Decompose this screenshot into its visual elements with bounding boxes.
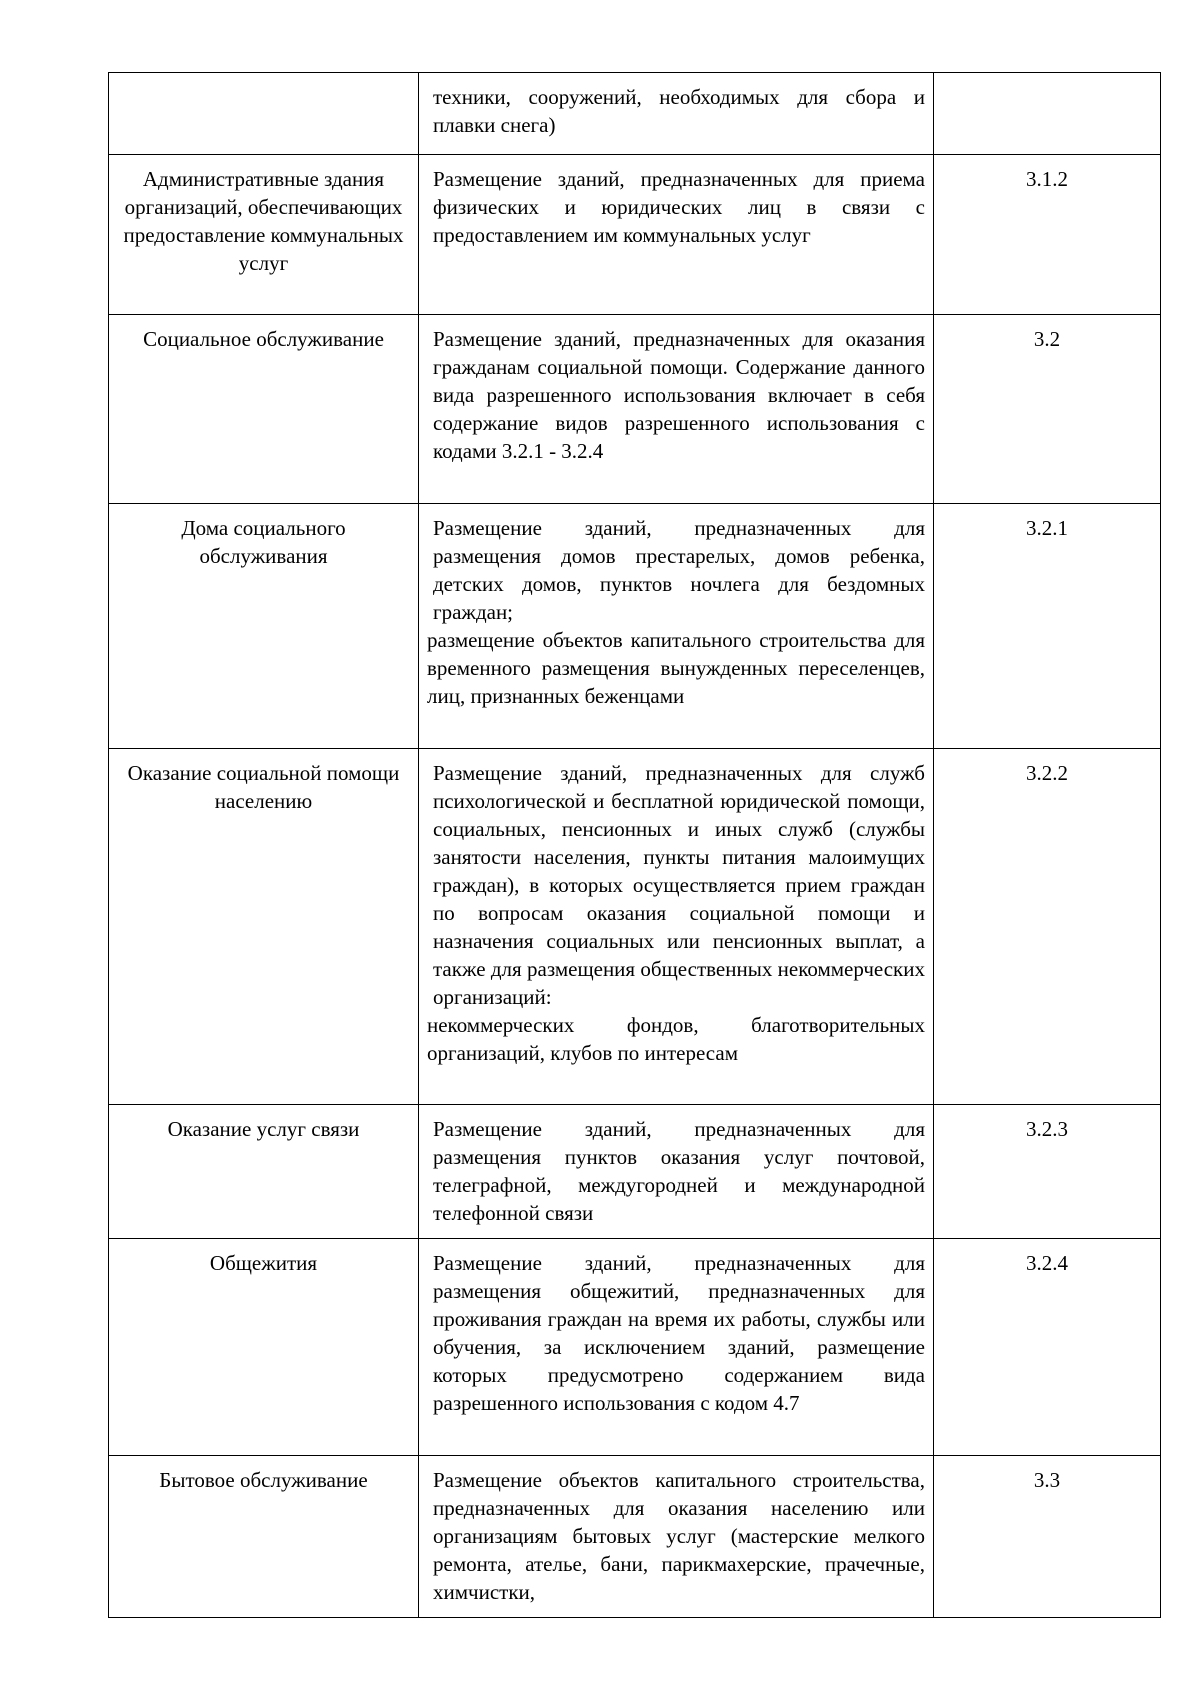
use-type-code: 3.3 [934, 1456, 1161, 1618]
use-type-name: Оказание услуг связи [109, 1105, 419, 1239]
description-paragraph: Размещение зданий, предназначенных для размещения домов престарелых, домов ребенка, детских домов, пунктов ночлега для бездомных граждан; [433, 516, 925, 624]
description-paragraph: размещение объектов капитального строительства для временного размещения вынужденных переселенцев, лиц, признанных беженцами [427, 628, 925, 708]
description-paragraph: Размещение зданий, предназначенных для размещения общежитий, предназначенных для проживания граждан на время их работы, службы или обучения, за исключением зданий, размещение которых предусмотрено содержанием вида разрешенного использования с кодом 4.7 [433, 1251, 925, 1415]
use-type-code: 3.2.1 [934, 504, 1161, 749]
use-type-description [419, 1239, 934, 1456]
use-type-description [419, 155, 934, 315]
use-type-code [934, 73, 1161, 155]
use-type-name: Бытовое обслуживание [109, 1456, 419, 1618]
description-paragraph: Размещение объектов капитального строительства, предназначенных для оказания населению или организациям бытовых услуг (мастерские мелкого ремонта, ателье, бани, парикмахерские, прачечные, химчистки, [433, 1468, 925, 1604]
description-paragraph: Размещение зданий, предназначенных для служб психологической и бесплатной юридической помощи, социальных, пенсионных и иных служб (службы занятости населения, пункты питания малоимущих граждан), в которых осуществляется прием граждан по вопросам оказания социальной помощи и назначения социальных или пенсионных выплат, а также для размещения общественных некоммерческих организаций: [433, 761, 925, 1009]
use-type-name: Общежития [109, 1239, 419, 1456]
use-type-description [419, 315, 934, 504]
land-use-table [108, 72, 1161, 1618]
use-type-code: 3.2.3 [934, 1105, 1161, 1239]
description-paragraph: некоммерческих фондов, благотворительных организаций, клубов по интересам [427, 1013, 925, 1065]
description-paragraph: Размещение зданий, предназначенных для оказания гражданам социальной помощи. Содержание данного вида разрешенного использования включает в себя содержание видов разрешенного использования с кодами 3.2.1 - 3.2.4 [433, 327, 925, 463]
table-row [109, 1456, 1161, 1618]
use-type-code: 3.2.2 [934, 749, 1161, 1105]
use-type-name: Дома социального обслуживания [109, 504, 419, 749]
table-row [109, 1105, 1161, 1239]
use-type-name: Административные здания организаций, обеспечивающих предоставление коммунальных услуг [109, 155, 419, 315]
use-type-code: 3.1.2 [934, 155, 1161, 315]
description-paragraph: Размещение зданий, предназначенных для размещения пунктов оказания услуг почтовой, телеграфной, междугородней и международной телефонной связи [433, 1117, 925, 1225]
table-row [109, 749, 1161, 1105]
use-type-description [419, 504, 934, 749]
use-type-name: Социальное обслуживание [109, 315, 419, 504]
table-row [109, 504, 1161, 749]
table-row [109, 1239, 1161, 1456]
description-paragraph: Размещение зданий, предназначенных для приема физических и юридических лиц в связи с предоставлением им коммунальных услуг [433, 167, 925, 247]
use-type-description [419, 73, 934, 155]
use-type-code: 3.2 [934, 315, 1161, 504]
use-type-name: Оказание социальной помощи населению [109, 749, 419, 1105]
use-type-name [109, 73, 419, 155]
use-type-description [419, 749, 934, 1105]
table-row [109, 73, 1161, 155]
table-row [109, 315, 1161, 504]
use-type-code: 3.2.4 [934, 1239, 1161, 1456]
description-paragraph: техники, сооружений, необходимых для сбора и плавки снега) [433, 85, 925, 137]
table-row [109, 155, 1161, 315]
use-type-description [419, 1105, 934, 1239]
use-type-description [419, 1456, 934, 1618]
